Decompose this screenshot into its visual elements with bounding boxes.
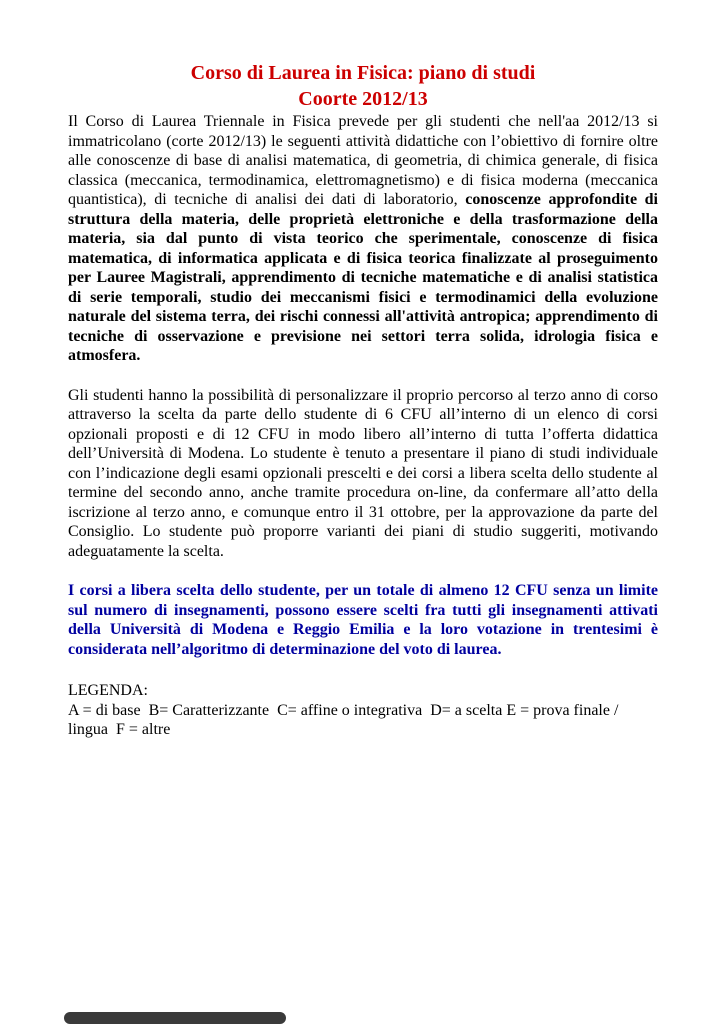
horizontal-scrollbar-thumb[interactable]	[64, 1012, 286, 1024]
intro-paragraph-bold-text: conoscenze approfondite di struttura della materia, delle proprietà elettroniche e della trasformazione della materia, sia dal punto di vista teorico che sperimentale, conoscenze di fisica matematica, di informatica applicata e di fisica teorica finalizzate al proseguimento per Lauree Magistrali, apprendimento di tecniche matematiche e di analisi statistica di serie temporali, studio dei meccanismi fisici e termodinamici della evoluzione naturale del sistema terra, dei rischi connessi all'attività antropica; apprendimento di tecniche di osservazione e previsione nei settori terra solida, idrologia fisica e atmosfera.	[68, 191, 659, 365]
free-choice-paragraph: I corsi a libera scelta dello studente, per un totale di almeno 12 CFU senza un limite sul numero di insegnamenti, possono essere scelti fra tutti gli insegnamenti attivati della Università di Modena e Reggio Emilia e la loro votazione in trentesimi è considerata nell’algoritmo di determinazione del voto di laurea.	[68, 582, 658, 658]
legend-body: A = di base B= Caratterizzante C= affine o integrativa D= a scelta E = prova finale / lingua F = altre	[68, 701, 623, 739]
page-title: Corso di Laurea in Fisica: piano di studi	[190, 62, 536, 84]
page-subtitle: Coorte 2012/13	[298, 88, 428, 110]
personalization-paragraph: Gli studenti hanno la possibilità di personalizzare il proprio percorso al terzo anno di corso attraverso la scelta da parte dello studente di 6 CFU all’interno di un elenco di corsi opzionali proposti e di 12 CFU in modo libero all’interno di tutta l’offerta didattica dell’Università di Modena. Lo studente è tenuto a presentare il piano di studi individuale con l’indicazione degli esami opzionali prescelti e dei corsi a libera scelta dello studente al termine del secondo anno, anche tramite procedura on-line, da confermare all’atto della iscrizione al terzo anno, e comunque entro il 31 ottobre, per la approvazione da parte del Consiglio. Lo studente può proporre varianti dei piani di studio suggeriti, motivando adeguatamente la scelta.	[68, 386, 658, 560]
intro-paragraph-normal-text: Il Corso di Laurea Triennale in Fisica prevede per gli studenti che nell'aa 2012/13 si immatricolano (corte 2012/13) le seguenti attività didattiche con l’obiettivo di fornire oltre alle conoscenze di base di analisi matematica, di geometria, di chimica generale, di fisica classica (meccanica, termodinamica, elettromagnetismo) e di fisica moderna (meccanica quantistica), di tecniche di analisi dei dati di laboratorio,	[68, 113, 658, 209]
legend-title: LEGENDA:	[68, 682, 148, 700]
intro-paragraph	[68, 112, 658, 366]
